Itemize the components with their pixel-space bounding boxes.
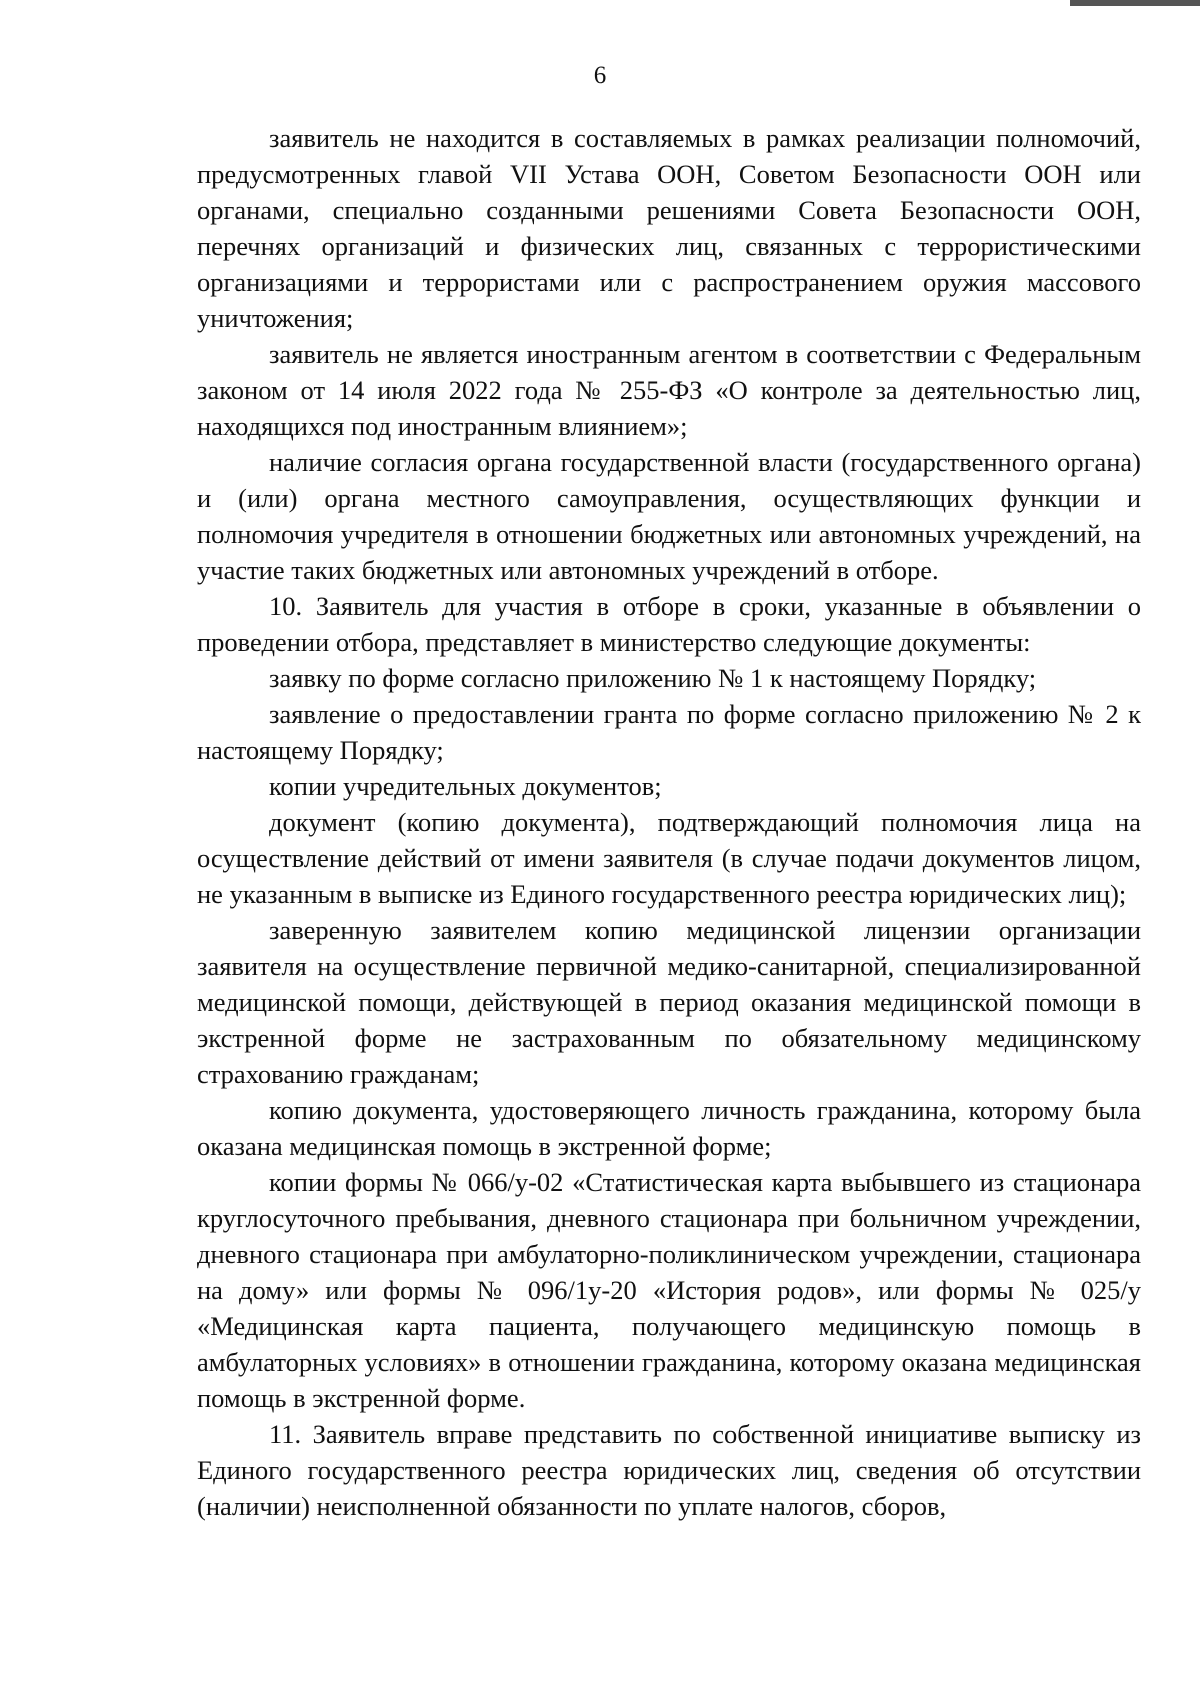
paragraph-application-form: заявку по форме согласно приложению № 1 к настоящему Порядку; xyxy=(269,663,1037,693)
paragraph-authority-document: документ (копию документа), подтверждающий полномочия лица на осуществление действий от имени заявителя (в случае подачи документов лицом, не указанным в выписке из Единого государственного реестра юридических лиц); xyxy=(197,807,1141,909)
paragraph-item-11: 11. Заявитель вправе представить по собственной инициативе выписку из Единого государственного реестра юридических лиц, сведения об отсутствии (наличии) неисполненной обязанности по уплате налогов, сборов, xyxy=(197,1419,1141,1521)
paragraph-grant-statement: заявление о предоставлении гранта по форме согласно приложению № 2 к настоящему Порядку; xyxy=(197,699,1141,765)
paragraph-un-sanctions: заявитель не находится в составляемых в рамках реализации полномочий, предусмотренных главой VII Устава ООН, Советом Безопасности ООН или органами, специально созданными решениями Совета Безопасности ООН, перечнях организаций и физических лиц, связанных с террористическими организациями и террористами или с распространением оружия массового уничтожения; xyxy=(197,123,1141,333)
document-body xyxy=(197,120,1141,1524)
paragraph-medical-license: заверенную заявителем копию медицинской лицензии организации заявителя на осуществление первичной медико-санитарной, специализированной медицинской помощи, действующей в период оказания медицинской помощи в экстренной форме не застрахованным по обязательному медицинскому страхованию гражданам; xyxy=(197,915,1141,1089)
paragraph-founding-documents: копии учредительных документов; xyxy=(269,771,662,801)
paragraph-item-10: 10. Заявитель для участия в отборе в сроки, указанные в объявлении о проведении отбора, представляет в министерство следующие документы: xyxy=(197,591,1141,657)
page-number: 6 xyxy=(593,62,607,89)
paragraph-medical-forms: копии формы № 066/у-02 «Статистическая карта выбывшего из стационара круглосуточного пребывания, дневного стационара при больничном учреждении, дневного стационара при амбулаторно-поликлиническом учреждении, стационара на дому» или формы № 096/1у-20 «История родов», или формы № 025/у «Медицинская карта пациента, получающего медицинскую помощь в амбулаторных условиях» в отношении гражданина, которому оказана медицинская помощь в экстренной форме. xyxy=(197,1167,1141,1413)
paragraph-identity-document: копию документа, удостоверяющего личность гражданина, которому была оказана медицинская помощь в экстренной форме; xyxy=(197,1095,1141,1161)
paragraph-founder-consent: наличие согласия органа государственной власти (государственного органа) и (или) органа местного самоуправления, осуществляющих функции и полномочия учредителя в отношении бюджетных или автономных учреждений, на участие таких бюджетных или автономных учреждений в отборе. xyxy=(197,447,1141,585)
scan-edge-mark xyxy=(1070,0,1200,6)
paragraph-foreign-agent: заявитель не является иностранным агентом в соответствии с Федеральным законом от 14 июля 2022 года № 255-ФЗ «О контроле за деятельностью лиц, находящихся под иностранным влиянием»; xyxy=(197,339,1141,441)
